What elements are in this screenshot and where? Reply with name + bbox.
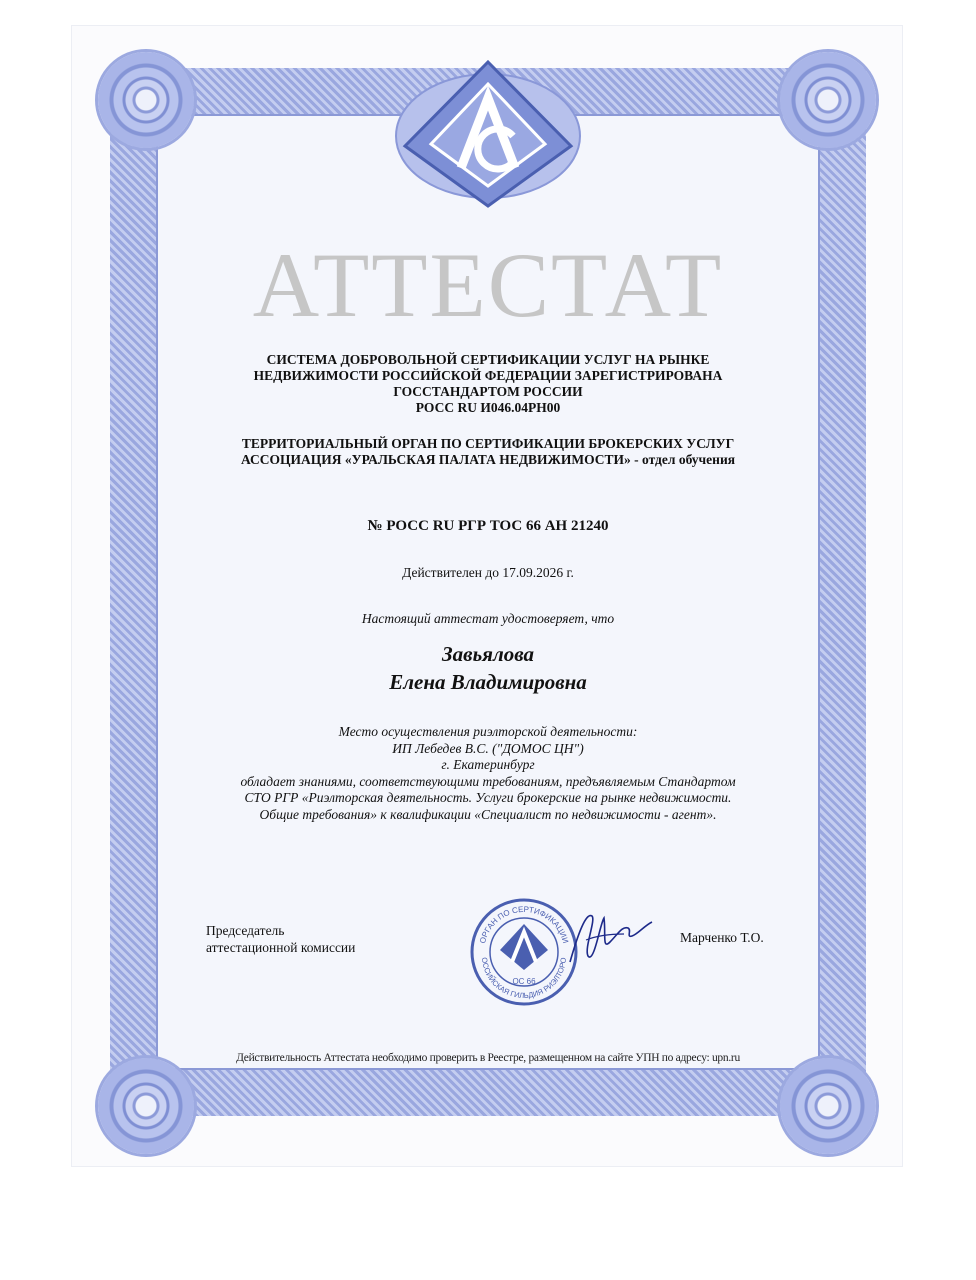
stamp-bottom-text: ОССИЙСКАЯ ГИЛЬДИЯ РИЭЛТОРО: [479, 956, 569, 1001]
rosette-icon: [98, 1058, 194, 1154]
registry-note: Действительность Аттестата необходимо проверить в Реестре, размещенном на сайте УПН по адресу: upn.ru: [236, 1052, 740, 1064]
body-line: г. Екатеринбург: [441, 757, 535, 772]
holder-name: [180, 640, 796, 696]
certification-system: [180, 352, 796, 416]
qualification-text: [180, 724, 796, 823]
holder-surname: Завьялова: [442, 642, 534, 666]
body-line: Общие требования» к квалификации «Специалист по недвижимости - агент».: [259, 806, 717, 822]
authority-line: АССОЦИАЦИЯ «УРАЛЬСКАЯ ПАЛАТА НЕДВИЖИМОСТИ» - отдел обучения: [240, 452, 736, 467]
body-line: ИП Лебедев В.С. ("ДОМОС ЦН"): [392, 740, 584, 756]
certifies-text: Настоящий аттестат удостоверяет, что: [361, 611, 615, 626]
chair-title-line: аттестационной комиссии: [206, 940, 356, 955]
rgr-emblem-icon: [395, 58, 581, 214]
system-line: СИСТЕМА ДОБРОВОЛЬНОЙ СЕРТИФИКАЦИИ УСЛУГ НА РЫНКЕ: [266, 352, 710, 367]
chair-name: Марченко Т.О.: [680, 930, 764, 945]
authority-line: ТЕРРИТОРИАЛЬНЫЙ ОРГАН ПО СЕРТИФИКАЦИИ БРОКЕРСКИХ УСЛУГ: [241, 436, 735, 451]
certificate-number: № РОСС RU РГР ТОС 66 АН 21240: [367, 518, 609, 534]
rosette-icon: [98, 52, 194, 148]
rosette-icon: [780, 1058, 876, 1154]
valid-until: Действителен до 17.09.2026 г.: [402, 565, 574, 580]
signature-icon: [566, 904, 656, 974]
chair-title-line: Председатель: [206, 923, 285, 938]
body-line: обладает знаниями, соответствующими требованиям, предъявляемым Стандартом: [240, 773, 736, 789]
certificate-title: АТТЕСТАТ: [252, 234, 724, 336]
stamp-code: ОС 66: [512, 977, 536, 986]
system-line: НЕДВИЖИМОСТИ РОССИЙСКОЙ ФЕДЕРАЦИИ ЗАРЕГИСТРИРОВАНА: [253, 368, 723, 383]
chair-title: [206, 922, 355, 956]
certification-authority: [180, 436, 796, 468]
system-line: РОСС RU И046.04РН00: [415, 400, 561, 415]
stamp-top-text: ОРГАН ПО СЕРТИФИКАЦИИ: [478, 904, 570, 945]
holder-given-names: Елена Владимировна: [389, 670, 587, 694]
stamp-icon: [468, 896, 580, 1008]
body-line: Место осуществления риэлторской деятельности:: [338, 724, 638, 739]
system-line: ГОССТАНДАРТОМ РОССИИ: [393, 384, 583, 399]
rosette-icon: [780, 52, 876, 148]
body-line: СТО РГР «Риэлторская деятельность. Услуги брокерские на рынке недвижимости.: [244, 790, 732, 805]
